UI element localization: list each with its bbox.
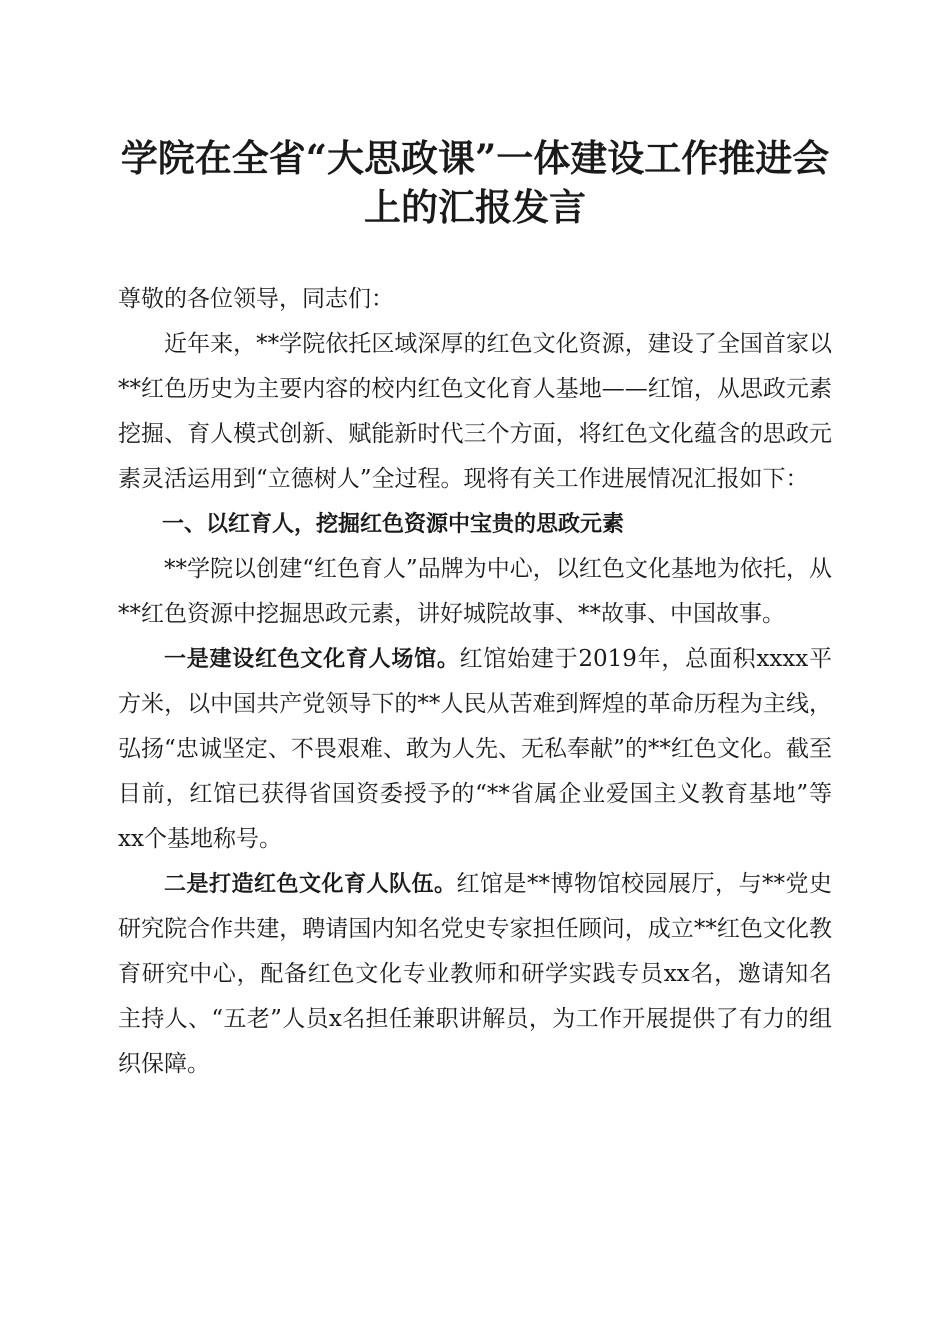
- point-1-paragraph: [118, 637, 832, 862]
- document-title: [118, 134, 832, 232]
- point-2-paragraph: [118, 862, 832, 1087]
- section-1-heading: 一、以红育人，挖掘红色资源中宝贵的思政元素: [162, 512, 625, 537]
- point-2-lead: 二是打造红色文化育人队伍。: [164, 872, 457, 897]
- title-line-1: 学院在全省“大思政课”一体建设工作推进会: [120, 136, 830, 180]
- point-1-text: 红馆始建于2019年，总面积xxxx平方米，以中国共产党领导下的**人民从苦难到辉煌的革命历程为主线，弘扬“忠诚坚定、不畏艰难、敢为人先、无私奉献”的**红色文化。截至目前，红馆已获得省国资委授予的“**省属企业爱国主义教育基地”等xx个基地称号。: [118, 646, 832, 852]
- intro-paragraph: 近年来，**学院依托区域深厚的红色文化资源，建设了全国首家以**红色历史为主要内容的校内红色文化育人基地——红馆，从思政元素挖掘、育人模式创新、赋能新时代三个方面，将红色文化蕴含的思政元素灵活运用到“立德树人”全过程。现将有关工作进展情况汇报如下：: [118, 331, 832, 492]
- title-line-2: 上的汇报发言: [364, 185, 586, 229]
- point-2-text: 红馆是**博物馆校园展厅，与**党史研究院合作共建，聘请国内知名党史专家担任顾问，成立**红色文化教育研究中心，配备红色文化专业教师和研学实践专员xx名，邀请知名主持人、“五老”人员x名担任兼职讲解员，为工作开展提供了有力的组织保障。: [118, 871, 832, 1077]
- greeting: 尊敬的各位领导，同志们：: [118, 286, 394, 312]
- section-1-intro-paragraph: **学院以创建“红色育人”品牌为中心，以红色文化基地为依托，从**红色资源中挖掘思政元素，讲好城院故事、**故事、中国故事。: [118, 556, 832, 627]
- point-1-lead: 一是建设红色文化育人场馆。: [164, 647, 460, 672]
- document-body: [118, 277, 832, 1087]
